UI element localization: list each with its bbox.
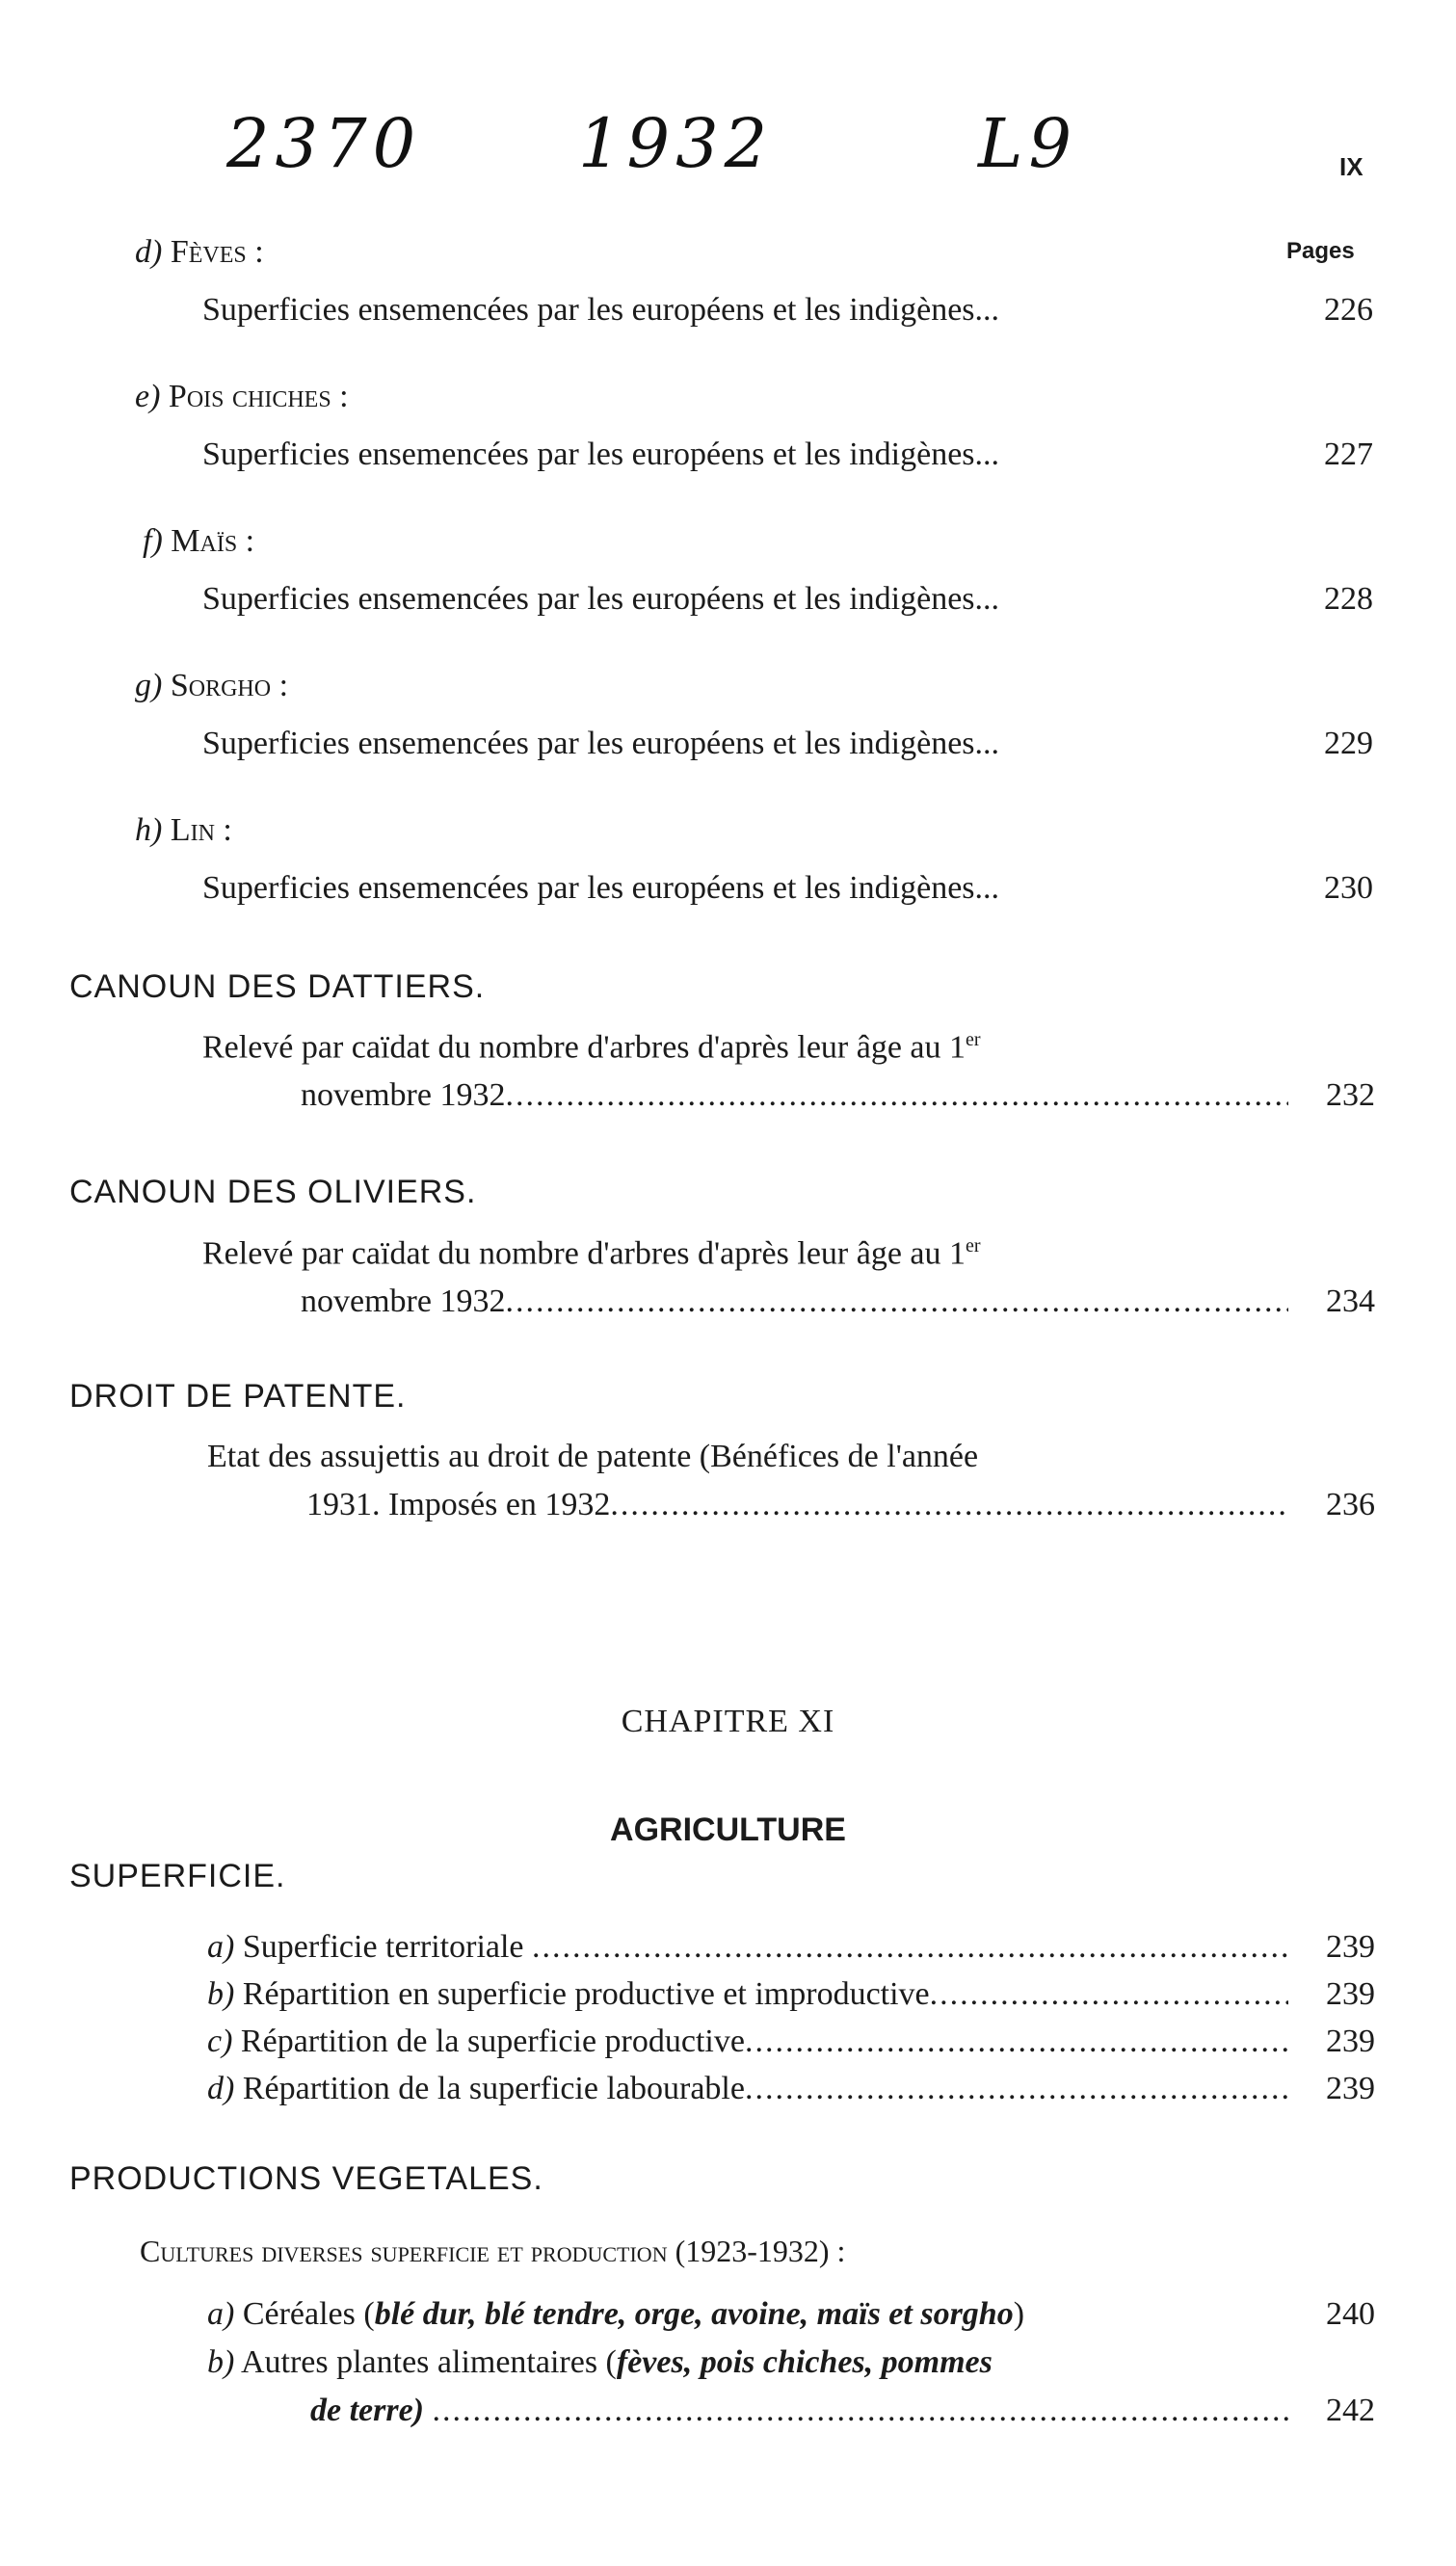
- toc-entry[interactable]: novembre 1932 ..... 234: [301, 1283, 1375, 1320]
- toc-entry[interactable]: novembre 1932 ..... 232: [301, 1077, 1375, 1114]
- dattiers-description: Relevé par caïdat du nombre d'arbres d'après leur âge au 1er: [202, 1029, 981, 1066]
- crop-heading-pois-chiches: e) Pois chiches :: [135, 379, 349, 414]
- toc-entry[interactable]: d) Répartition de la superficie labourable ..... 239: [207, 2071, 1375, 2107]
- handwritten-mark-2: 1932: [578, 104, 774, 183]
- section-heading-productions: PRODUCTIONS VEGETALES.: [69, 2160, 543, 2197]
- toc-entry[interactable]: b) Répartition en superficie productive et improductive ..... 239: [207, 1976, 1375, 2013]
- toc-entry[interactable]: Superficies ensemencées par les européens et les indigènes... 227: [202, 436, 1373, 472]
- patente-description: Etat des assujettis au droit de patente (Bénéfices de l'année: [207, 1439, 979, 1474]
- page-folio: IX: [1339, 152, 1363, 181]
- toc-entry[interactable]: Superficies ensemencées par les européens et les indigènes... 226: [202, 292, 1373, 328]
- section-heading-patente: DROIT DE PATENTE.: [69, 1378, 407, 1415]
- toc-entry[interactable]: a) Céréales (blé dur, blé tendre, orge, avoine, maïs et sorgho) 240: [207, 2296, 1375, 2332]
- toc-entry[interactable]: Superficies ensemencées par les européens et les indigènes... 229: [202, 726, 1373, 761]
- toc-entry[interactable]: a) Superficie territoriale ..... 239: [207, 1929, 1375, 1966]
- section-heading-oliviers: CANOUN DES OLIVIERS.: [69, 1174, 477, 1210]
- crop-heading-lin: h) Lin :: [135, 812, 232, 848]
- handwritten-mark-3: L9: [978, 104, 1078, 183]
- chapter-title: CHAPITRE XI: [621, 1704, 835, 1739]
- crop-heading-feves: d) Fèves :: [135, 234, 264, 270]
- section-heading-dattiers: CANOUN DES DATTIERS.: [69, 968, 486, 1005]
- cultures-heading: Cultures diverses superficie et production (1923-1932) :: [140, 2234, 846, 2268]
- toc-entry[interactable]: c) Répartition de la superficie productive ..... 239: [207, 2024, 1375, 2060]
- crop-heading-sorgho: g) Sorgho :: [135, 668, 289, 703]
- toc-entry-b-line1[interactable]: b) Autres plantes alimentaires (fèves, pois chiches, pommes: [207, 2344, 993, 2380]
- toc-entry[interactable]: 1931. Imposés en 1932 ..... 236: [306, 1487, 1375, 1523]
- chapter-subtitle: AGRICULTURE: [610, 1812, 846, 1848]
- toc-entry[interactable]: de terre) ..... 242: [310, 2393, 1375, 2429]
- toc-entry[interactable]: Superficies ensemencées par les européens et les indigènes... 228: [202, 581, 1373, 617]
- oliviers-description: Relevé par caïdat du nombre d'arbres d'après leur âge au 1er: [202, 1235, 981, 1272]
- handwritten-mark-1: 2370: [226, 104, 422, 183]
- section-heading-superficie: SUPERFICIE.: [69, 1858, 286, 1894]
- pages-column-heading: Pages: [1286, 238, 1355, 264]
- toc-entry[interactable]: Superficies ensemencées par les européens et les indigènes... 230: [202, 870, 1373, 906]
- crop-heading-mais: f) Maïs :: [143, 523, 255, 559]
